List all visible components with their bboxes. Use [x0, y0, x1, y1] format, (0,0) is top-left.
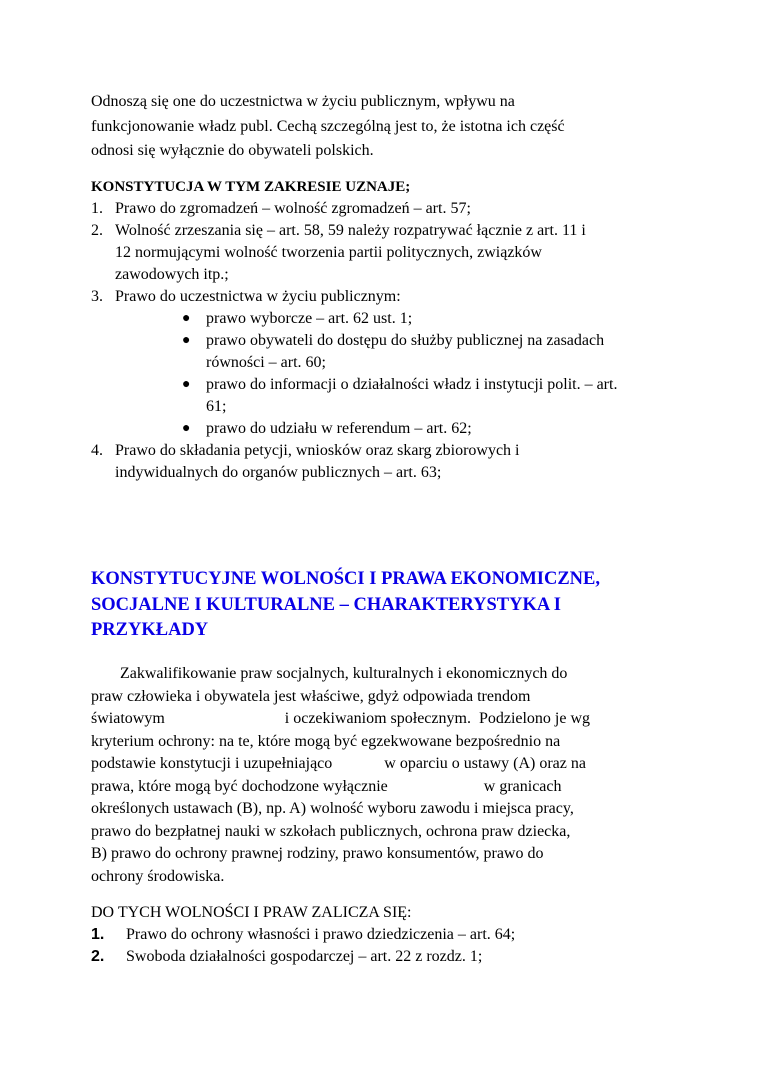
- list-item-text: Prawo do ochrony własności i prawo dziedziczenia – art. 64;: [126, 926, 516, 943]
- intro-paragraph: [91, 90, 669, 164]
- paragraph-line: określonych ustawach (B), np. A) wolność wyboru zawodu i miejsca pracy,: [91, 800, 574, 817]
- public-life-sublist: [115, 308, 669, 440]
- list-item-text: indywidualnych do organów publicznych – art. 63;: [115, 464, 442, 481]
- included-rights-list: [91, 924, 669, 968]
- intro-line: Odnoszą się one do uczestnictwa w życiu publicznym, wpływu na: [91, 93, 515, 110]
- sublist-item-text: prawo do informacji o działalności władz i instytucji polit. – art.: [206, 376, 618, 393]
- section-heading-economic-rights: [91, 567, 669, 644]
- list-item: [91, 946, 669, 968]
- list-item: [91, 220, 669, 286]
- constitution-rights-list: [91, 198, 669, 484]
- bullet-icon: ●: [182, 333, 191, 348]
- list-item-number: 4.: [91, 442, 103, 459]
- list-item: [91, 198, 669, 220]
- paragraph-line: ochrony środowiska.: [91, 867, 225, 885]
- list-item-number: 1.: [91, 926, 105, 943]
- list-item-number: 3.: [91, 288, 103, 305]
- list-item-number: 2.: [91, 222, 103, 239]
- heading-line: SOCJALNE I KULTURALNE – CHARAKTERYSTYKA I: [91, 594, 561, 615]
- list-item: [91, 924, 669, 946]
- paragraph-line: prawa, które mogą być dochodzone wyłącznie w granicach: [91, 777, 562, 795]
- list-item-text: 12 normującymi wolność tworzenia partii politycznych, związków: [115, 244, 542, 261]
- list-item-text: zawodowych itp.;: [115, 266, 229, 283]
- sublist-item: [182, 374, 669, 418]
- bullet-icon: ●: [182, 311, 191, 326]
- economic-rights-paragraph: [91, 663, 669, 888]
- list-item-text: Wolność zrzeszania się – art. 58, 59 należy rozpatrywać łącznie z art. 11 i: [115, 222, 586, 239]
- intro-line: funkcjonowanie władz publ. Cechą szczególną jest to, że istotna ich część: [91, 117, 565, 135]
- sublist-item: [182, 330, 669, 374]
- list-item: [91, 440, 669, 484]
- paragraph-line: kryterium ochrony: na te, które mogą być egzekwowane bezpośrednio na: [91, 732, 561, 750]
- sublist-item: [182, 418, 669, 440]
- list-item-text: Prawo do zgromadzeń – wolność zgromadzeń – art. 57;: [115, 200, 471, 217]
- list-item: [91, 286, 669, 440]
- section-heading-included-rights: DO TYCH WOLNOŚCI I PRAW ZALICZA SIĘ:: [91, 904, 412, 921]
- bullet-icon: ●: [182, 377, 191, 392]
- intro-line: odnosi się wyłącznie do obywateli polskich.: [91, 142, 374, 159]
- paragraph-line: B) prawo do ochrony prawnej rodziny, prawo konsumentów, prawo do: [91, 845, 544, 862]
- paragraph-line: prawo do bezpłatnej nauki w szkołach publicznych, ochrona praw dziecka,: [91, 822, 571, 840]
- paragraph-line: Zakwalifikowanie praw socjalnych, kulturalnych i ekonomicznych do: [120, 665, 568, 682]
- list-item-text: Prawo do składania petycji, wniosków oraz skarg zbiorowych i: [115, 442, 520, 459]
- paragraph-line: światowym i oczekiwaniom społecznym. Podzielono je wg: [91, 710, 591, 727]
- sublist-item-text: 61;: [206, 398, 227, 415]
- bullet-icon: ●: [182, 421, 191, 436]
- paragraph-line: praw człowieka i obywatela jest właściwe, gdyż odpowiada trendom: [91, 687, 531, 705]
- sublist-item: [182, 308, 669, 330]
- list-item-text: Swoboda działalności gospodarczej – art. 22 z rozdz. 1;: [126, 948, 483, 965]
- heading-line: PRZYKŁADY: [91, 620, 209, 640]
- sublist-item-text: prawo do udziału w referendum – art. 62;: [206, 420, 472, 437]
- sublist-item-text: prawo wyborcze – art. 62 ust. 1;: [206, 310, 413, 327]
- sublist-item-text: równości – art. 60;: [206, 354, 326, 371]
- sublist-item-text: prawo obywateli do dostępu do służby publicznej na zasadach: [206, 332, 605, 349]
- list-item-number: 1.: [91, 200, 103, 217]
- list-item-number: 2.: [91, 948, 105, 965]
- section-heading-constitution: KONSTYTUCJA W TYM ZAKRESIE UZNAJE;: [91, 179, 411, 195]
- list-item-text: Prawo do uczestnictwa w życiu publicznym:: [115, 288, 401, 305]
- paragraph-line: podstawie konstytucji i uzupełniająco w oparciu o ustawy (A) oraz na: [91, 755, 586, 772]
- heading-line: KONSTYTUCYJNE WOLNOŚCI I PRAWA EKONOMICZNE,: [91, 569, 601, 589]
